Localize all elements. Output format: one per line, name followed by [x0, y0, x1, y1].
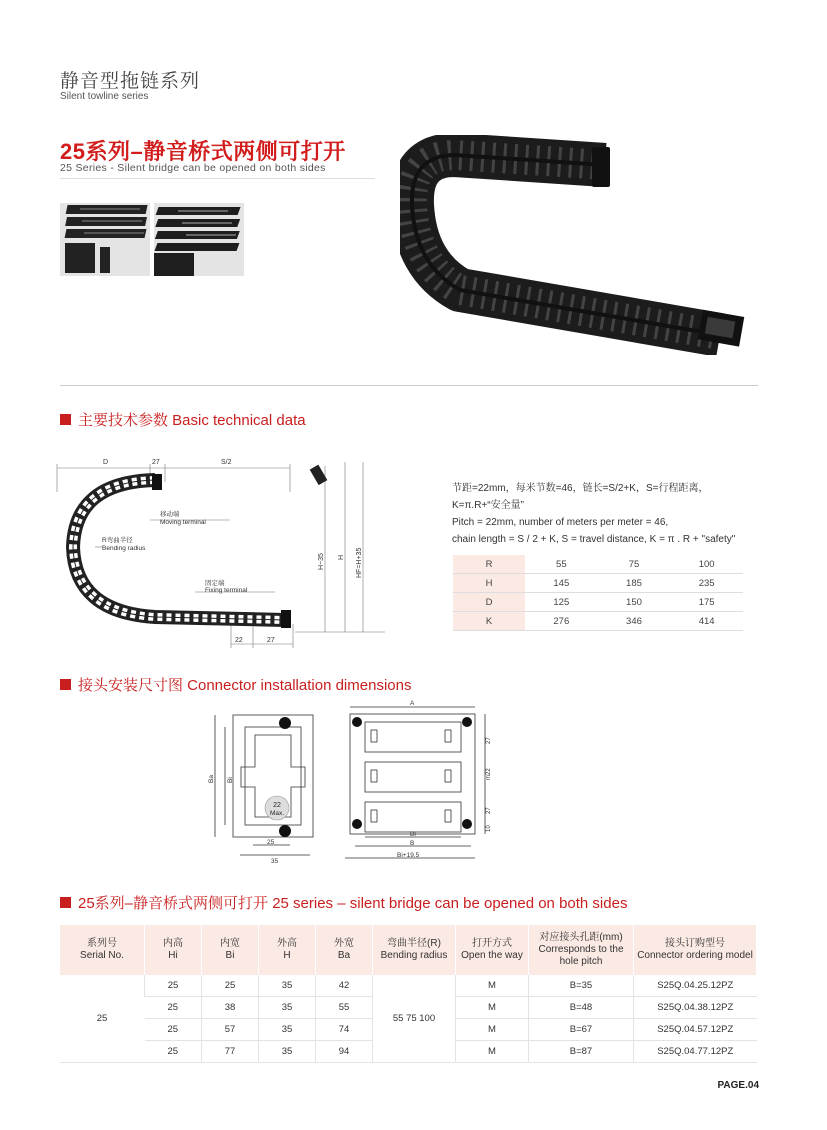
cell: B=48 [529, 997, 634, 1019]
cell: 94 [316, 1041, 373, 1063]
radius-label-en: Bending radius [102, 545, 146, 552]
cell: M [456, 1041, 529, 1063]
moving-terminal-en: Moving terminal [160, 519, 206, 526]
cell: 25 [145, 975, 202, 997]
cell: 25 [145, 1019, 202, 1041]
col-header: 外宽 Ba [316, 925, 373, 975]
serial-cell: 25 [60, 975, 145, 1063]
table-row [60, 975, 757, 997]
connector-drawing-left [205, 705, 325, 865]
table-row [453, 593, 743, 612]
cell: 25 [145, 997, 202, 1019]
cell: 346 [598, 612, 671, 631]
col-header: 打开方式 Open the way [456, 925, 529, 975]
dim-27-top: 27 [152, 459, 160, 466]
dim-bi-19: Bi+19.5 [397, 852, 420, 859]
tech-data-heading-text: 主要技术参数 Basic technical data [78, 412, 306, 429]
cell: B=87 [529, 1041, 634, 1063]
bending-diagram [55, 452, 390, 652]
section-divider [60, 385, 758, 386]
dim-ba: Ba [208, 775, 215, 783]
col-header: 系列号 Serial No. [60, 925, 145, 975]
cell: 175 [670, 593, 743, 612]
dim-h: H [338, 554, 345, 560]
cell: S25Q.04.25.12PZ [634, 975, 757, 997]
params-text [452, 480, 762, 548]
connector-heading-text: 接头安装尺寸图 Connector installation dimensions [78, 677, 412, 694]
table-row [453, 574, 743, 593]
cell: 185 [598, 574, 671, 593]
catalog-subtitle: Silent towline series [60, 91, 149, 102]
spec-heading-text: 25系列–静音桥式两侧可打开 25 series – silent bridge can be opened on both sides [78, 895, 628, 912]
max-number: 22 [273, 802, 281, 809]
dim-d: D [103, 459, 109, 466]
spec-table [60, 925, 757, 1063]
cell: S25Q.04.38.12PZ [634, 997, 757, 1019]
fixing-terminal-en: Fixing terminal [205, 587, 248, 594]
cell: 145 [525, 574, 598, 593]
dim-27-b: 27 [486, 807, 492, 814]
page-number: PAGE.04 [717, 1080, 759, 1091]
cell: 35 [259, 1041, 316, 1063]
dim-hf: HF=H+35 [356, 547, 363, 578]
cell: 77 [202, 1041, 259, 1063]
dim-10: 10 [486, 825, 492, 832]
dim-s2: S/2 [221, 459, 232, 466]
dim-a: A [410, 700, 415, 707]
row-key: R [453, 555, 525, 574]
dim-27-a: 27 [486, 737, 492, 744]
dim-35: 35 [271, 858, 279, 865]
title-divider [60, 178, 375, 179]
params-line: chain length = S / 2 + K, S = travel distance, K = π . R + "safety" [452, 534, 736, 545]
cell: S25Q.04.57.12PZ [634, 1019, 757, 1041]
cell: 55 [316, 997, 373, 1019]
cell: 74 [316, 1019, 373, 1041]
row-key: H [453, 574, 525, 593]
radius-table [453, 555, 743, 631]
cell: B=67 [529, 1019, 634, 1041]
col-header: 接头订购型号 Connector ordering model [634, 925, 757, 975]
col-header: 弯曲半径(R) Bending radius [373, 925, 456, 975]
cell: 42 [316, 975, 373, 997]
dim-25: 25 [267, 839, 275, 846]
dim-27-bottom: 27 [267, 637, 275, 644]
cell: 25 [202, 975, 259, 997]
moving-terminal-cn: 移动端 [160, 511, 180, 518]
radius-label-cn: R弯曲半径 [102, 537, 133, 544]
dim-h-minus-35: H−35 [318, 553, 325, 570]
radius-cell: 55 75 100 [373, 975, 456, 1063]
cell: M [456, 975, 529, 997]
col-header: 外高 H [259, 925, 316, 975]
col-header: 内高 Hi [145, 925, 202, 975]
fixing-terminal-cn: 固定端 [205, 580, 225, 587]
tech-data-heading [60, 409, 306, 430]
table-row [453, 555, 743, 574]
dim-bi-right: Bi [410, 831, 416, 838]
params-line: K=π.R+“安全量” [452, 500, 524, 511]
dim-b: B [410, 840, 415, 847]
cell: 35 [259, 997, 316, 1019]
cell: 57 [202, 1019, 259, 1041]
connector-heading [60, 674, 411, 695]
dim-22-bottom: 22 [235, 637, 243, 644]
cell: M [456, 997, 529, 1019]
cell: 38 [202, 997, 259, 1019]
cell: 25 [145, 1041, 202, 1063]
cell: M [456, 1019, 529, 1041]
cell: 235 [670, 574, 743, 593]
connector-drawing-right [335, 700, 495, 866]
params-line: 节距=22mm，每米节数=46，链长=S/2+K，S=行程距离， [452, 483, 709, 494]
heading-square-icon [60, 679, 71, 690]
cell: 35 [259, 1019, 316, 1041]
cell: 125 [525, 593, 598, 612]
detail-photo-2 [154, 203, 244, 276]
heading-square-icon [60, 897, 71, 908]
catalog-title: 静音型拖链系列 [60, 71, 201, 92]
table-header-row [60, 925, 757, 975]
row-key: K [453, 612, 525, 631]
cell: 150 [598, 593, 671, 612]
cell: 75 [598, 555, 671, 574]
spec-heading [60, 892, 627, 913]
dim-m22: m22 [486, 768, 492, 780]
row-key: D [453, 593, 525, 612]
cell: S25Q.04.77.12PZ [634, 1041, 757, 1063]
cell: 276 [525, 612, 598, 631]
series-title: 25系列–静音桥式两侧可打开 [60, 139, 346, 164]
params-line: Pitch = 22mm, number of meters per meter = 46, [452, 517, 669, 528]
series-subtitle: 25 Series - Silent bridge can be opened on both sides [60, 162, 326, 174]
cell: 55 [525, 555, 598, 574]
detail-photo-1 [60, 203, 150, 276]
table-row [453, 612, 743, 631]
cell: 35 [259, 975, 316, 997]
cell: 414 [670, 612, 743, 631]
heading-square-icon [60, 414, 71, 425]
dim-bi: Bi [227, 777, 234, 783]
col-header: 内宽 Bi [202, 925, 259, 975]
max-text: Max. [269, 810, 285, 817]
cell: 100 [670, 555, 743, 574]
cell: B=35 [529, 975, 634, 997]
col-header: 对应接头孔距(mm) Corresponds to the hole pitch [529, 925, 634, 975]
cable-chain-product-image [400, 135, 760, 355]
